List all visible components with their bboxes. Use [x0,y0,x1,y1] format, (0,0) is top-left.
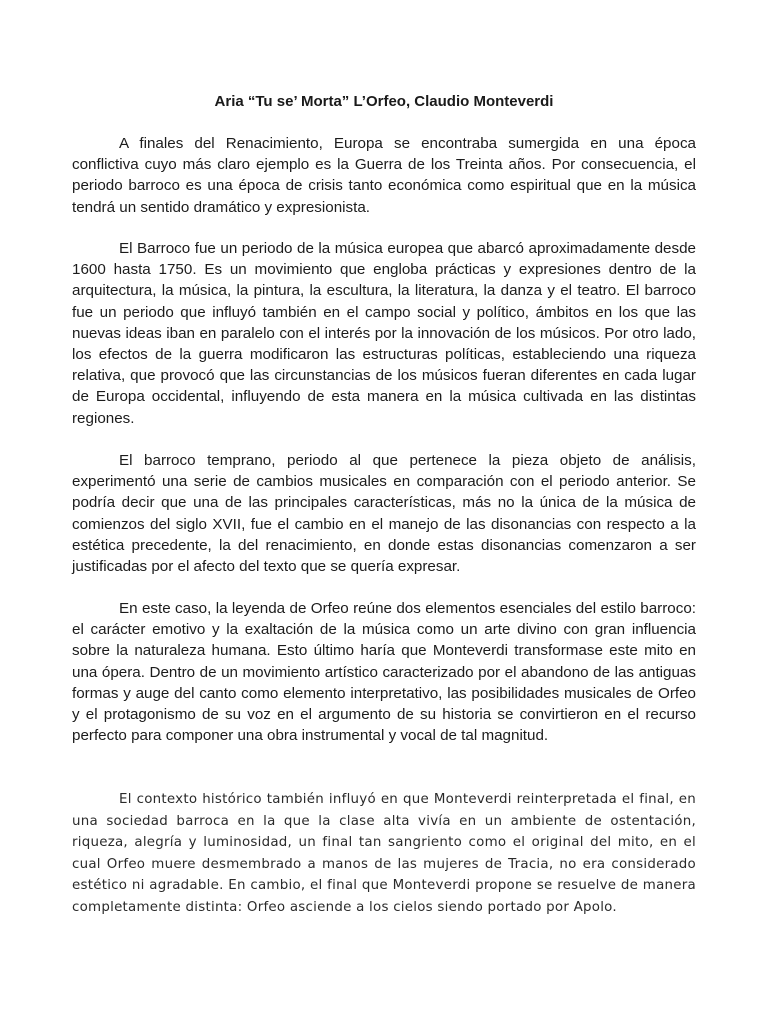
paragraph-leyenda-orfeo: En este caso, la leyenda de Orfeo reúne dos elementos esenciales del estilo barroco: el carácter emotivo y la exaltación de la música como un arte divino con gran influencia sobre la naturaleza humana. Esto último haría que Monteverdi transformase este mito en una ópera. Dentro de un movimiento artístico caracterizado por el abandono de las antiguas formas y auge del canto como elemento interpretativo, las posibilidades musicales de Orfeo y el protagonismo de su voz en el argumento de su historia se convirtieron en el recurso perfecto para componer una obra instrumental y vocal de tal magnitud. [72,600,696,745]
paragraph-barroco-definition: El Barroco fue un periodo de la música europea que abarcó aproximadamente desde 1600 hasta 1750. Es un movimiento que engloba prácticas y expresiones dentro de la arquitectura, la música, la pintura, la escultura, la literatura, la danza y el teatro. El barroco fue un periodo que influyó también en el campo social y político, ámbitos en los que las nuevas ideas iban en paralelo con el interés por la innovación de los músicos. Por otro lado, los efectos de la guerra modificaron las estructuras políticas, estableciendo una riqueza relativa, que provocó que las circunstancias de los músicos fueran diferentes en cada lugar de Europa occidental, influyendo de esta manera en la música cultivada en las distintas regiones. [72,240,696,427]
document-title: Aria “Tu se’ Morta” L’Orfeo, Claudio Monteverdi [214,93,554,110]
paragraph-renacimiento-context: A finales del Renacimiento, Europa se encontraba sumergida en una época conflictiva cuyo más claro ejemplo es la Guerra de los Treinta años. Por consecuencia, el periodo barroco es una época de crisis tanto económica como espiritual que en la música tendrá un sentido dramático y expresionista. [72,135,696,216]
paragraph-barroco-temprano: El barroco temprano, periodo al que pertenece la pieza objeto de análisis, experimentó una serie de cambios musicales en comparación con el periodo anterior. Se podría decir que una de las principales características, más no la única de la música de comienzos del siglo XVII, fue el cambio en el manejo de las disonancias con respecto a la estética precedente, la del renacimiento, en donde estas disonancias comenzaron a ser justificadas por el afecto del texto que se quería expresar. [72,452,696,576]
paragraph-contexto-historico: El contexto histórico también influyó en que Monteverdi reinterpretada el final, en una sociedad barroca en la que la clase alta vivía en un ambiente de ostentación, riqueza, alegría y luminosidad, un final tan sangriento como el original del mito, en el cual Orfeo muere desmembrado a manos de las mujeres de Tracia, no era considerado estético ni agradable. En cambio, el final que Monteverdi propone se resuelve de manera completamente distinta: Orfeo asciende a los cielos siendo portado por Apolo. [72,792,696,915]
